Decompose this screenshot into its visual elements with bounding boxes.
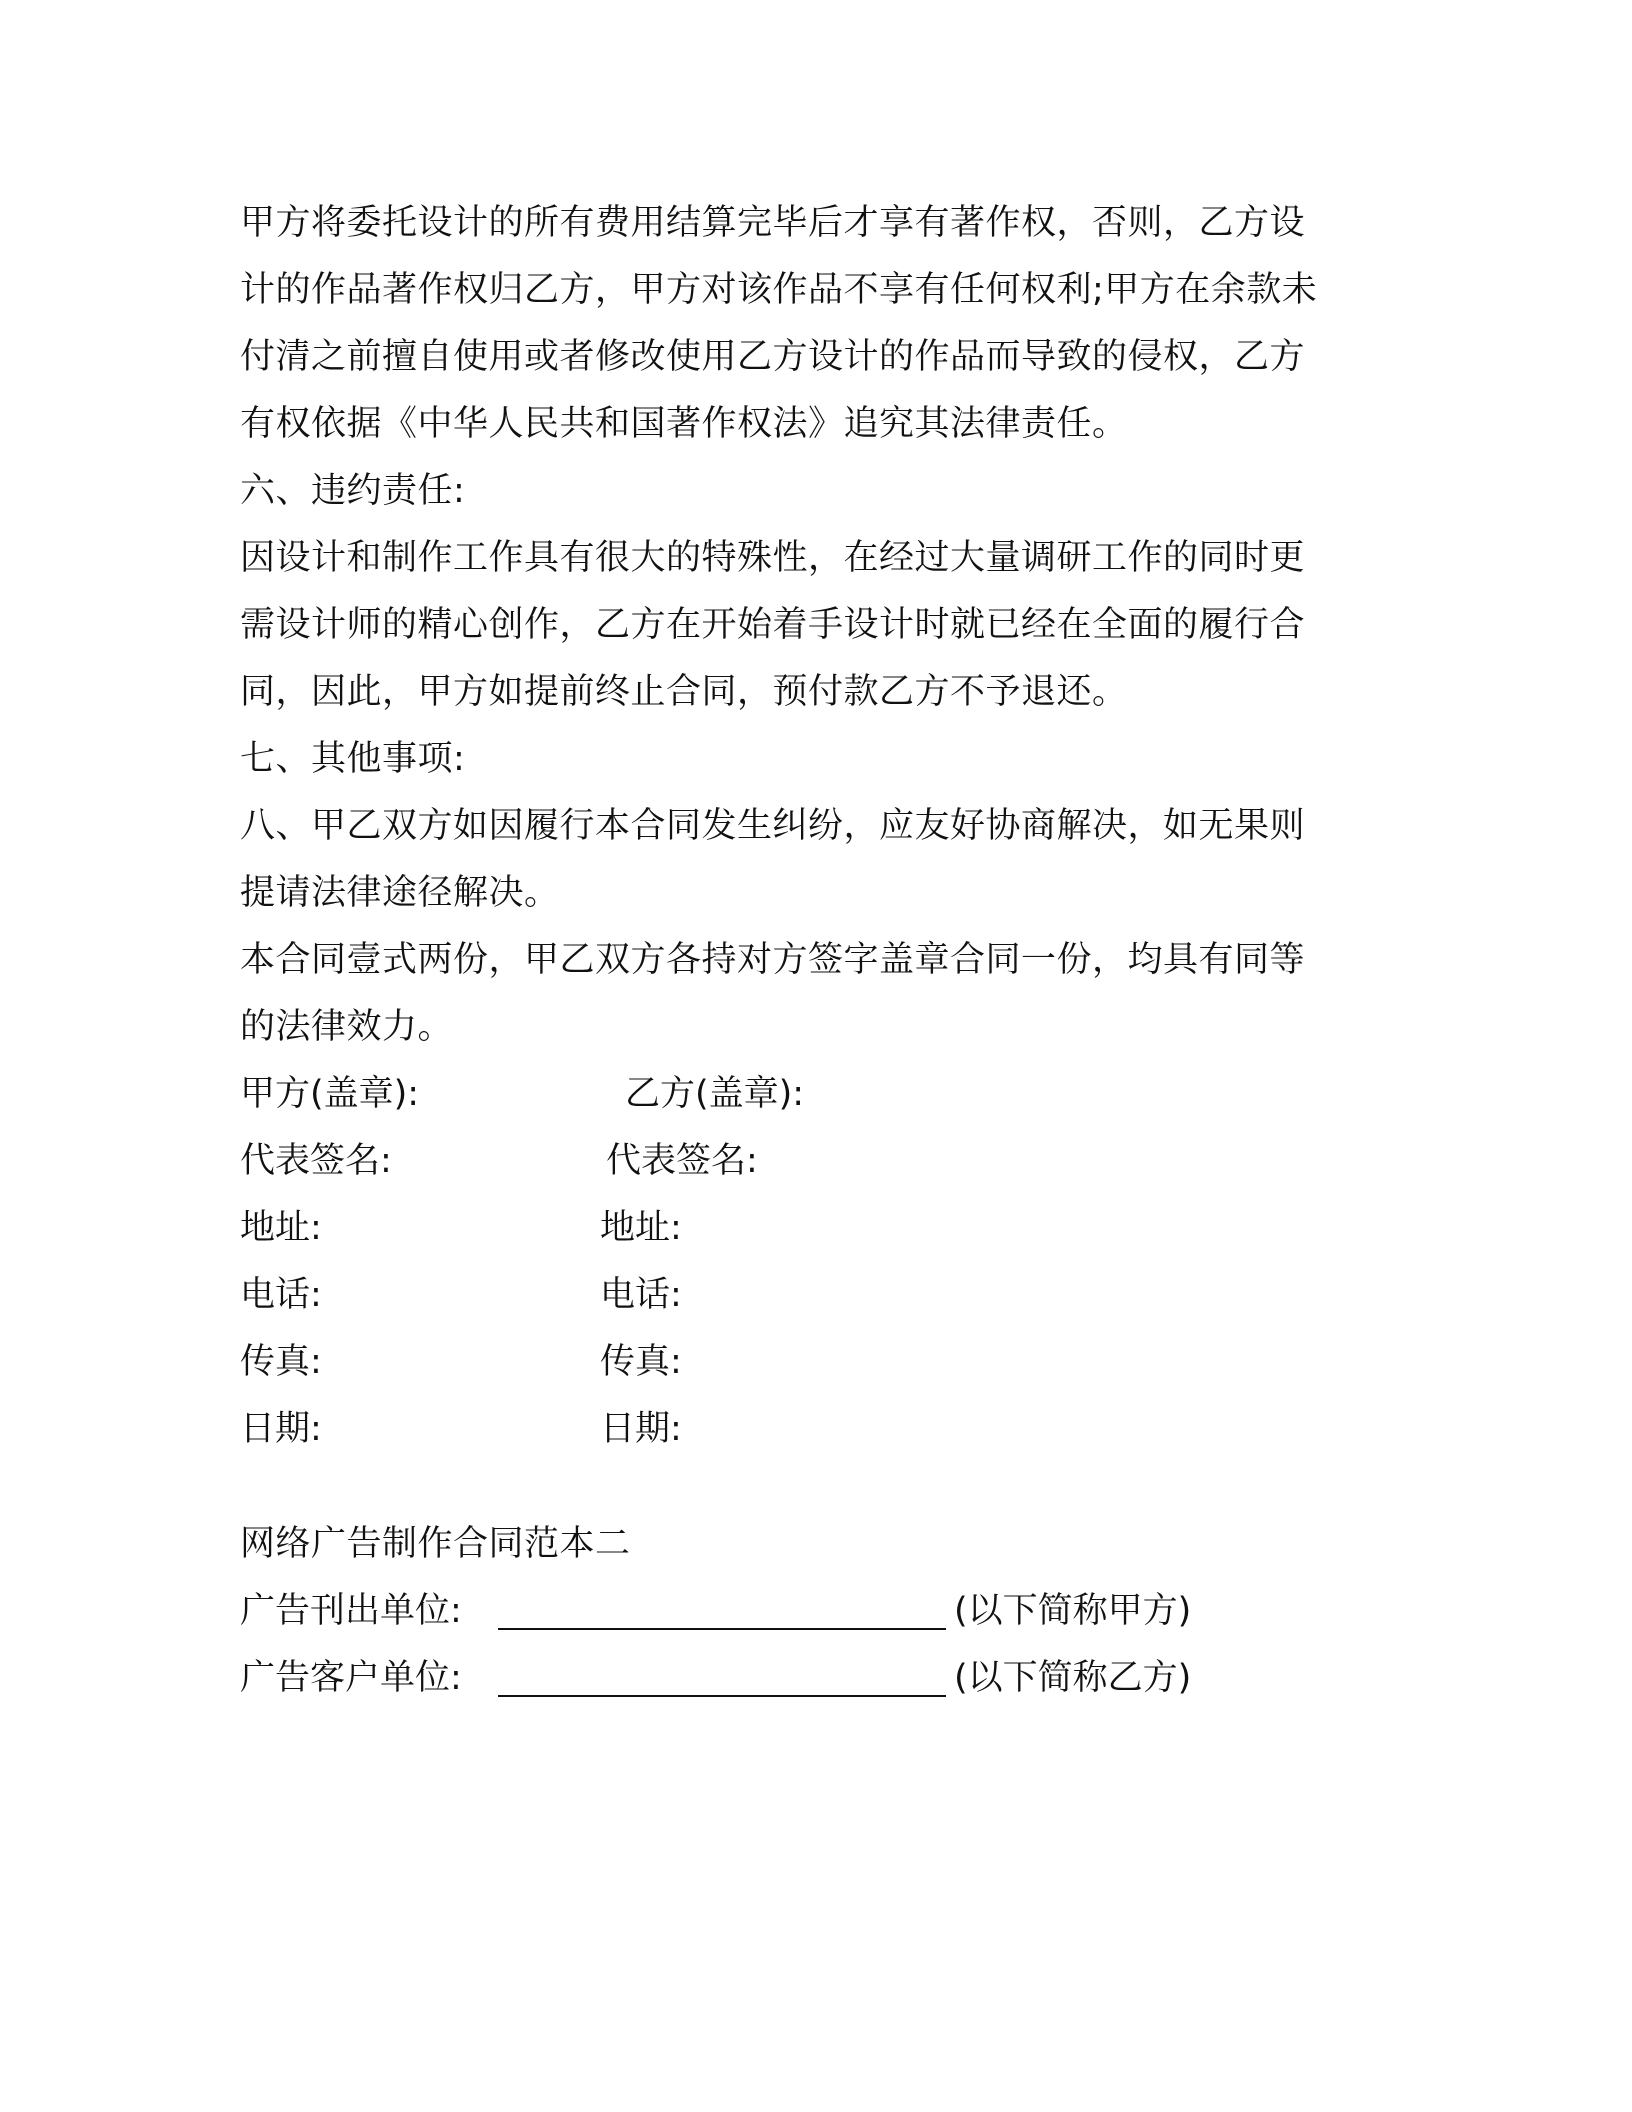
text-line: 同，因此，甲方如提前终止合同，预付款乙方不予退还。 [240, 672, 1128, 712]
signature-row [240, 1128, 1380, 1195]
party-b-fax-label: 传真: [600, 1342, 682, 1382]
publisher-blank-line [498, 1628, 946, 1630]
text-line: 因设计和制作工作具有很大的特殊性，在经过大量调研工作的同时更 [240, 538, 1306, 578]
text-line: 甲方将委托设计的所有费用结算完毕后才享有著作权，否则，乙方设 [240, 203, 1306, 243]
document-content [240, 190, 1380, 1712]
text-line: 付清之前擅自使用或者修改使用乙方设计的作品而导致的侵权，乙方 [240, 337, 1306, 377]
text-line: 有权依据《中华人民共和国著作权法》追究其法律责任。 [240, 404, 1128, 444]
publisher-label: 广告刊出单位: [240, 1591, 462, 1631]
client-blank-line [498, 1695, 946, 1697]
client-row [240, 1645, 1380, 1712]
text-line: 八、甲乙双方如因履行本合同发生纠纷，应友好协商解决，如无果则 [240, 806, 1306, 846]
signature-block [240, 1061, 1380, 1463]
text-line: 计的作品著作权归乙方，甲方对该作品不享有任何权利;甲方在余款未 [240, 270, 1318, 310]
text-line: 需设计师的精心创作，乙方在开始着手设计时就已经在全面的履行合 [240, 605, 1306, 645]
section-heading-breach: 六、违约责任: [240, 471, 466, 511]
text-line: 本合同壹式两份，甲乙双方各持对方签字盖章合同一份，均具有同等 [240, 940, 1306, 980]
party-b-phone-label: 电话: [600, 1275, 682, 1315]
party-a-phone-label: 电话: [240, 1275, 322, 1315]
sample-two-title: 网络广告制作合同范本二 [240, 1524, 631, 1564]
signature-row [240, 1195, 1380, 1262]
party-a-date-label: 日期: [240, 1409, 322, 1449]
party-a-signature-label: 代表签名: [240, 1141, 392, 1181]
client-suffix: (以下简称乙方) [954, 1658, 1192, 1698]
party-b-date-label: 日期: [600, 1409, 682, 1449]
client-label: 广告客户单位: [240, 1658, 462, 1698]
signature-row [240, 1396, 1380, 1463]
paragraph-breach [240, 525, 1380, 726]
section-spacer [240, 1463, 1380, 1511]
party-a-seal-label: 甲方(盖章): [240, 1074, 420, 1114]
paragraph-copyright [240, 190, 1380, 458]
signature-row [240, 1262, 1380, 1329]
paragraph-copies [240, 927, 1380, 1061]
text-line: 的法律效力。 [240, 1007, 454, 1047]
publisher-row [240, 1578, 1380, 1645]
text-line: 提请法律途径解决。 [240, 873, 560, 913]
party-b-signature-label: 代表签名: [606, 1141, 758, 1181]
signature-row [240, 1329, 1380, 1396]
signature-row [240, 1061, 1380, 1128]
party-a-address-label: 地址: [240, 1208, 322, 1248]
publisher-suffix: (以下简称甲方) [954, 1591, 1192, 1631]
party-b-address-label: 地址: [600, 1208, 682, 1248]
section-heading-other: 七、其他事项: [240, 739, 466, 779]
party-b-seal-label: 乙方(盖章): [625, 1074, 805, 1114]
paragraph-dispute [240, 793, 1380, 927]
party-a-fax-label: 传真: [240, 1342, 322, 1382]
